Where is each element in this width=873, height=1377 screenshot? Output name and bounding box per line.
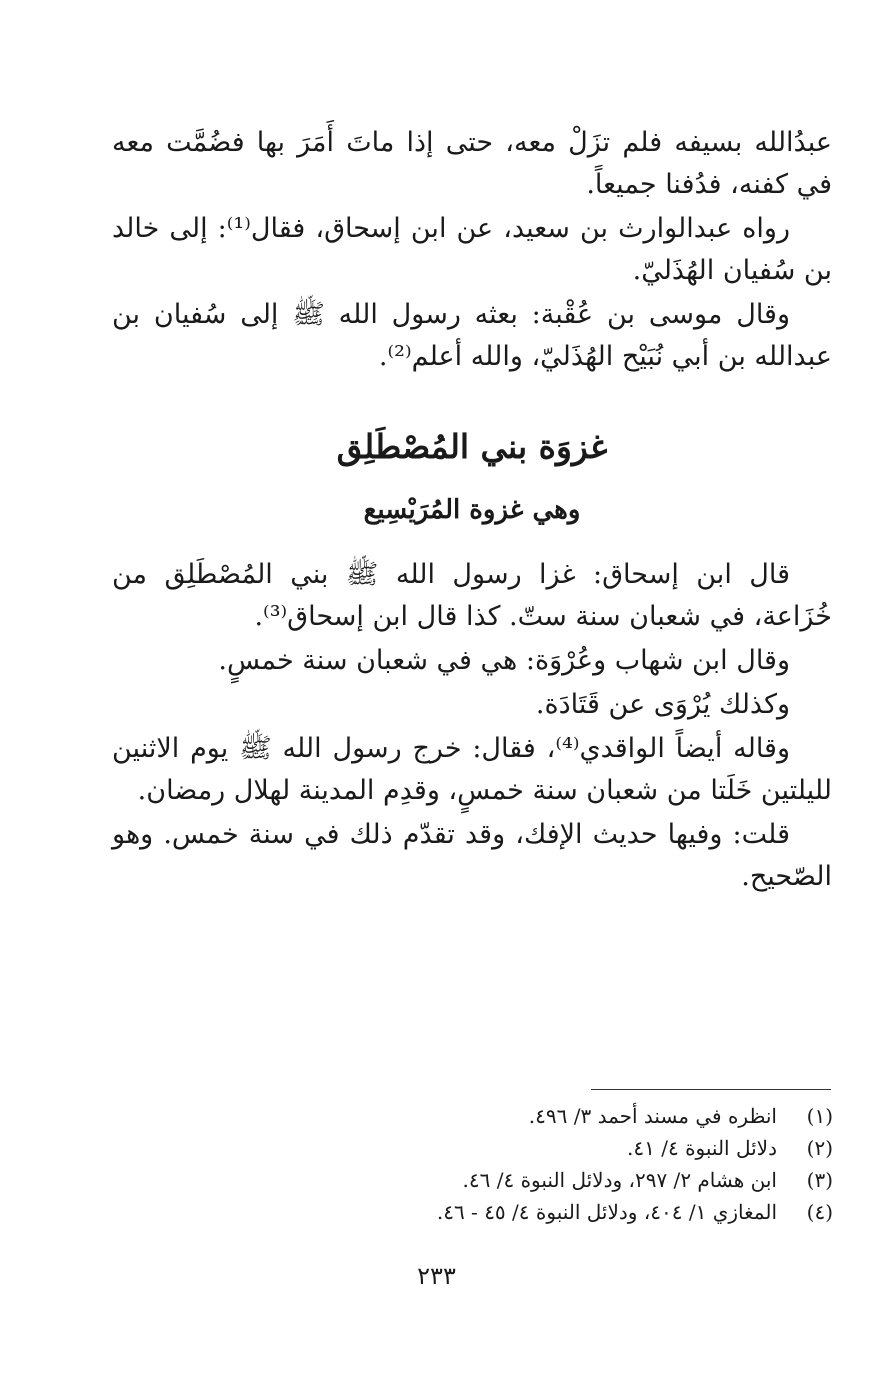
section-subheading: وهي غزوة المُرَيْسِيع xyxy=(363,495,581,525)
footnote-number: (٢) xyxy=(806,1136,833,1160)
body-paragraph: عبدُالله بسيفه فلم تزَلْ معه، حتى إذا ماتَ أَمَرَ بها فضُمَّت معه في كفنه، فدُفنا جميعاً. xyxy=(112,127,832,200)
footnote-text: المغازي ١/ ٤٠٤، ودلائل النبوة ٤/ ٤٥ - ٤٦. xyxy=(436,1200,777,1224)
section-heading: غزوَة بني المُصْطَلِق xyxy=(336,427,608,466)
footnote xyxy=(113,1196,833,1228)
body-paragraph: وقاله أيضاً الواقدي⁽⁴⁾، فقال: خرج رسول الله ﷺ يوم الاثنين لليلتين خَلَتا من شعبان سنة خمسٍ، وقدِم المدينة لهلال رمضان. xyxy=(112,733,832,806)
footnote xyxy=(113,1132,833,1164)
footnote-number: (١) xyxy=(806,1104,833,1128)
page-body xyxy=(112,122,832,900)
body-paragraph: رواه عبدالوارث بن سعيد، عن ابن إسحاق، فقال⁽¹⁾: إلى خالد بن سُفيان الهُذَليّ. xyxy=(112,213,832,286)
footnotes xyxy=(113,1100,833,1228)
body-paragraph: قلت: وفيها حديث الإفك، وقد تقدّم ذلك في سنة خمس. وهو الصّحيح. xyxy=(112,819,832,892)
footnote-number: (٤) xyxy=(806,1200,833,1224)
body-paragraph: قال ابن إسحاق: غزا رسول الله ﷺ بني المُصْطَلِق من خُزَاعة، في شعبان سنة ستّ. كذا قال ابن إسحاق⁽³⁾. xyxy=(112,559,832,632)
body-paragraph: وقال موسى بن عُقْبة: بعثه رسول الله ﷺ إلى سُفيان بن عبدالله بن أبي نُبَيْح الهُذَليّ، والله أعلم⁽²⁾. xyxy=(112,299,832,372)
footnote-text: دلائل النبوة ٤/ ٤١. xyxy=(627,1136,777,1160)
footnote xyxy=(113,1164,833,1196)
footnote xyxy=(113,1100,833,1132)
footnote-text: ابن هشام ٢/ ٢٩٧، ودلائل النبوة ٤/ ٤٦. xyxy=(462,1168,777,1192)
page-number: ٢٣٣ xyxy=(417,1262,456,1290)
footnote-separator xyxy=(591,1089,831,1090)
body-paragraph: وقال ابن شهاب وعُرْوَة: هي في شعبان سنة خمسٍ. xyxy=(218,645,790,676)
body-paragraph: وكذلك يُرْوَى عن قَتَادَة. xyxy=(535,689,790,720)
footnote-number: (٣) xyxy=(806,1168,833,1192)
footnote-text: انظره في مسند أحمد ٣/ ٤٩٦. xyxy=(528,1104,777,1128)
